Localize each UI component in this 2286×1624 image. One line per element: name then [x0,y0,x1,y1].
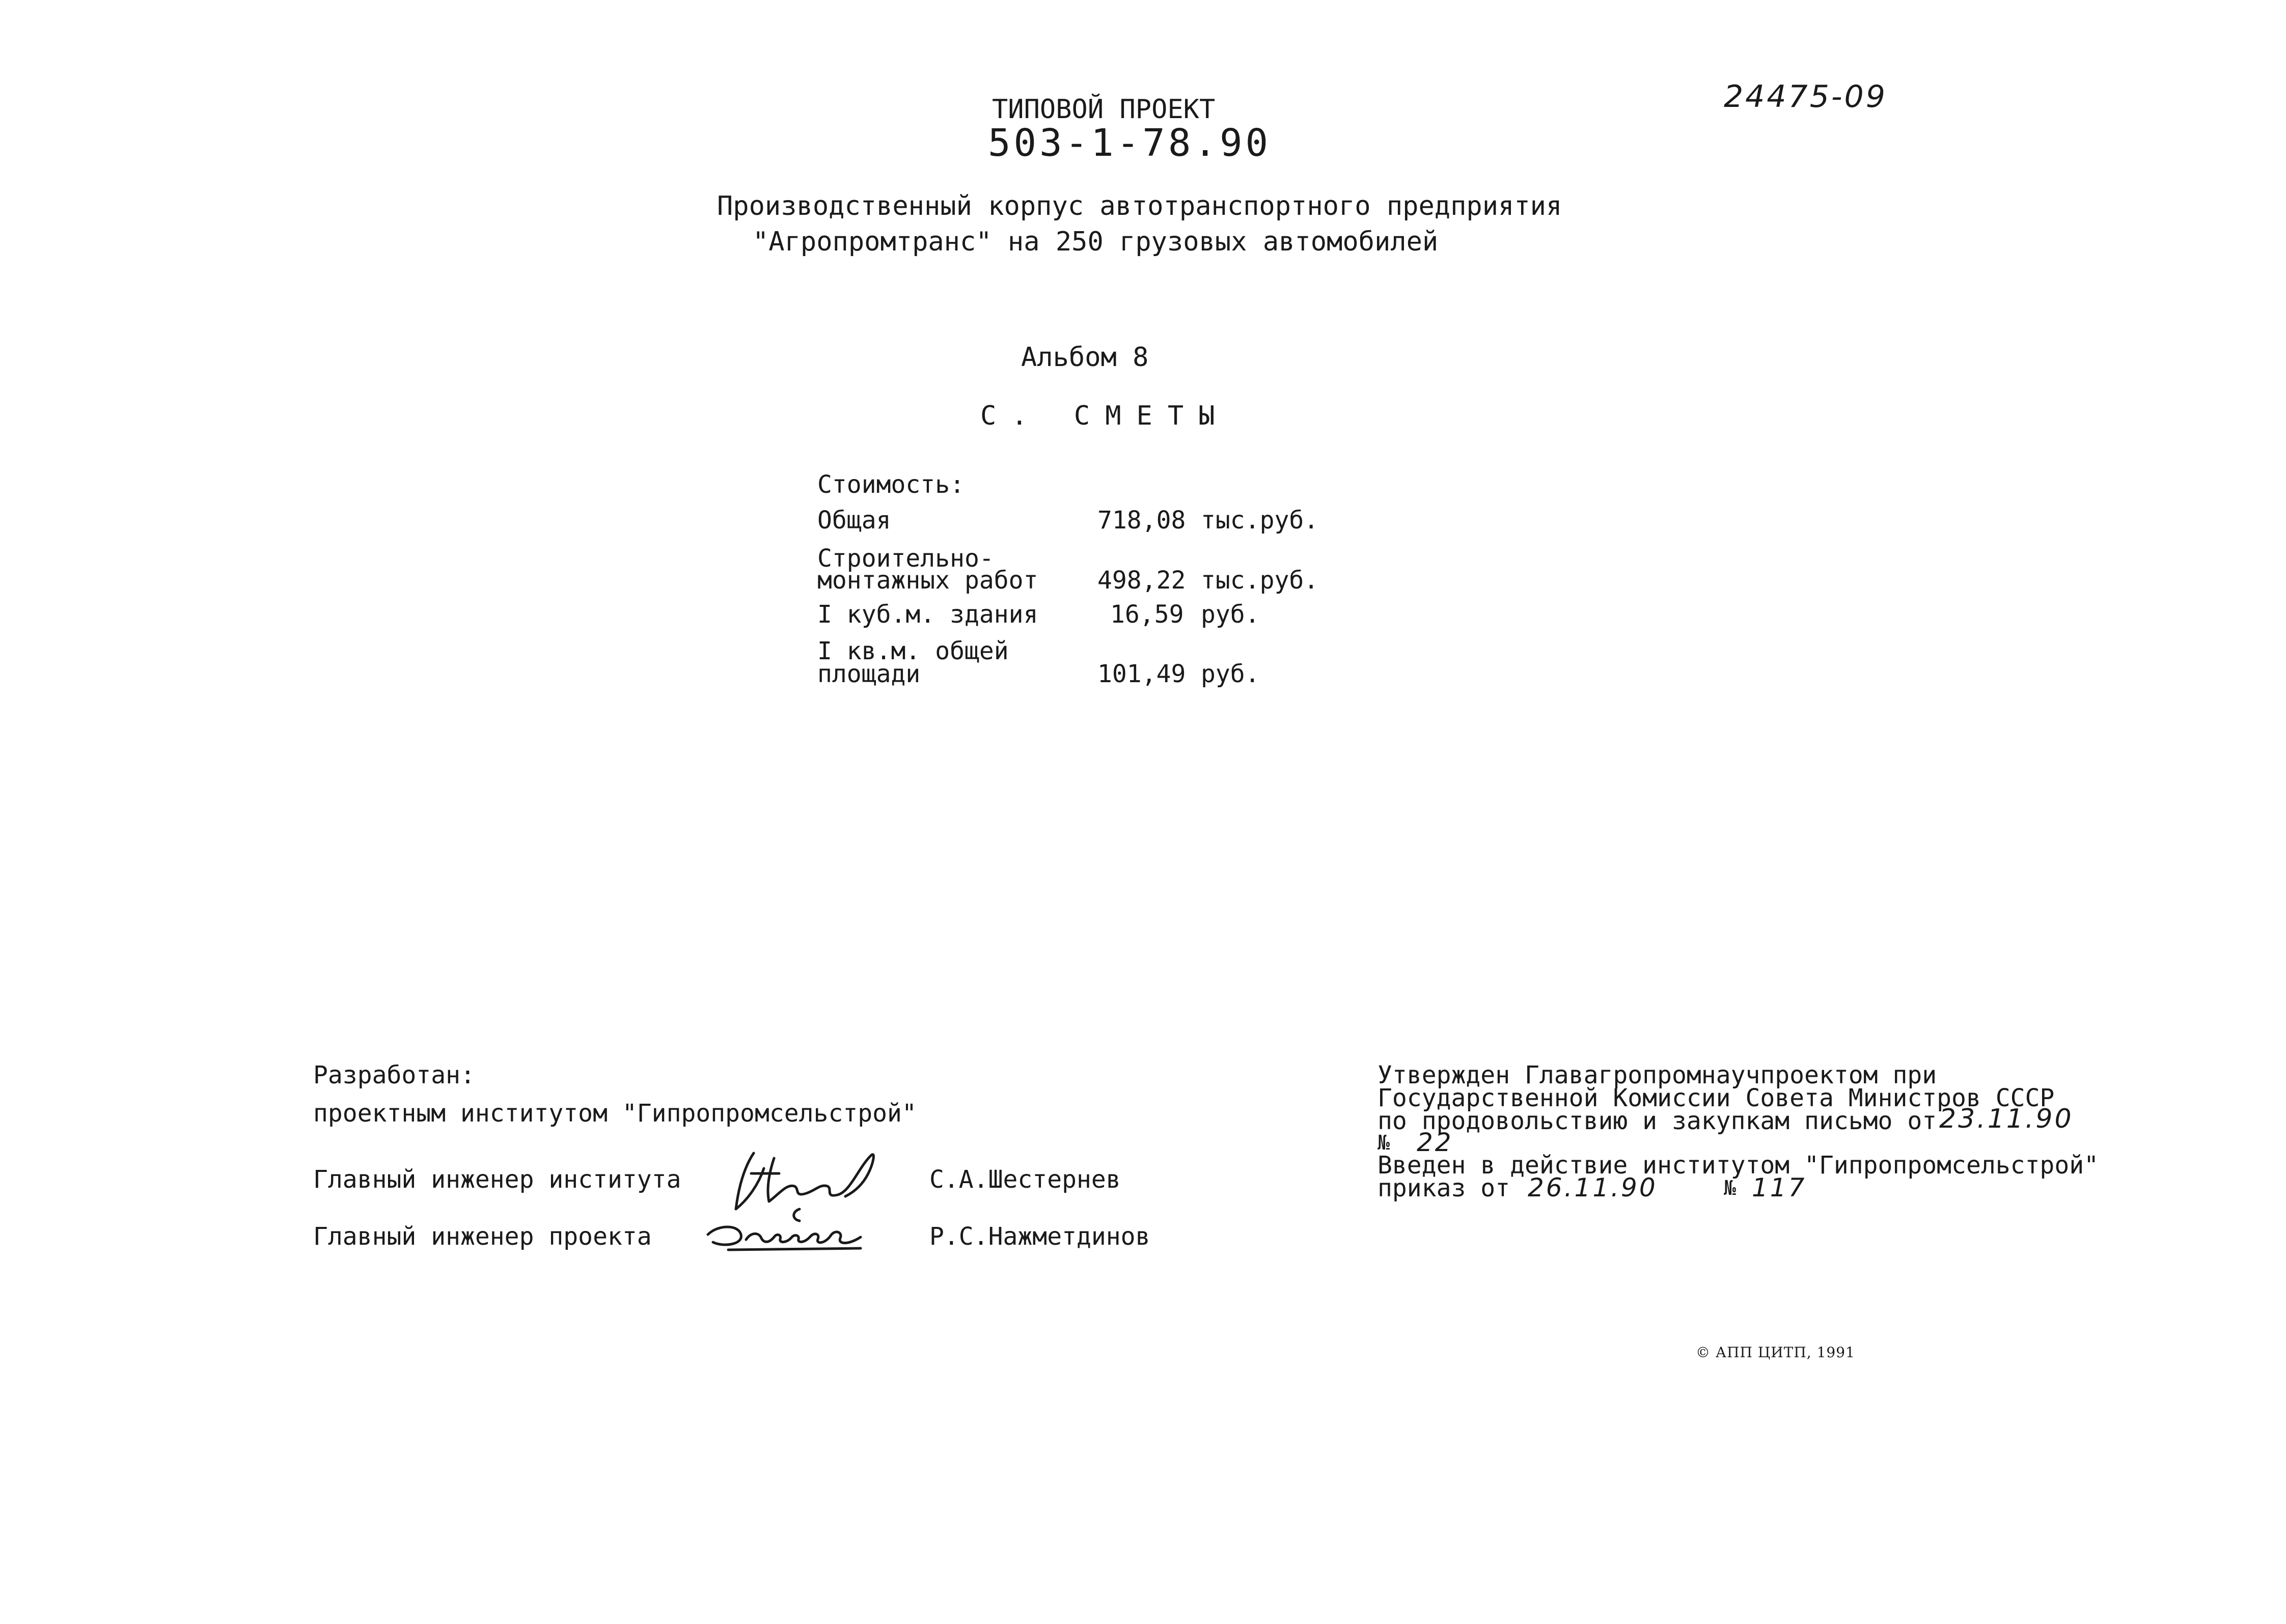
project-number: 503-1-78.90 [988,121,1272,165]
approval-letter-number: 22 [1417,1128,1453,1157]
cost-row-value: 498,22 [1097,566,1186,595]
cost-row-label: I кв.м. общей [817,637,1009,665]
cost-row-value: 16,59 [1110,600,1184,629]
signature-project-icon [698,1207,871,1257]
approval-line3: по продовольствию и закупкам письмо от [1378,1107,1937,1135]
cost-heading: Стоимость: [817,470,965,499]
cost-row-unit: тыс.руб. [1201,506,1319,535]
cost-row-label: монтажных работ [817,566,1038,595]
cost-row-label: площади [817,660,921,688]
registration-number: 24475-09 [1724,79,1887,115]
cost-row-value: 101,49 [1097,660,1186,688]
album-label: Альбом 8 [1021,342,1149,373]
approval-letter-date: 23.11.90 [1939,1104,2074,1134]
project-type-label: ТИПОВОЙ ПРОЕКТ [992,94,1216,125]
approval-order-date: 26.11.90 [1528,1173,1658,1202]
cost-row-label: Общая [817,506,891,535]
developer-institute: проектным институтом "Гипропромсельстрой" [313,1099,917,1128]
chief-engineer-project-name: Р.С.Нажметдинов [929,1222,1150,1251]
cost-row-unit: руб. [1201,600,1260,629]
approval-line1: Утвержден Главагропромнаучпроектом при [1378,1061,1937,1089]
copyright: © АПП ЦИТП, 1991 [1696,1344,1855,1361]
chief-engineer-institute-name: С.А.Шестернев [929,1165,1121,1194]
approval-order-number-sign: № [1724,1177,1737,1200]
cost-row-unit: руб. [1201,660,1260,688]
project-title-line1: Производственный корпус автотранспортного предприятия [717,191,1562,221]
cost-row-label: Строительно- [817,544,994,573]
approval-line5: Введен в действие институтом "Гипропромсельстрой" [1378,1151,2099,1180]
section-title: С. СМЕТЫ [980,401,1230,431]
developer-heading: Разработан: [313,1061,475,1089]
approval-order-prefix: приказ от [1378,1174,1510,1202]
cost-row-value: 718,08 [1097,506,1186,535]
chief-engineer-project-role: Главный инженер проекта [313,1222,652,1251]
cost-row-label: I куб.м. здания [817,600,1038,629]
project-title-line2: "Агропромтранс" на 250 грузовых автомобилей [753,227,1439,257]
approval-number-sign: № [1378,1131,1390,1155]
cost-row-unit: тыс.руб. [1201,566,1319,595]
signature-institute-icon [723,1138,891,1214]
approval-order-number: 117 [1752,1173,1807,1202]
chief-engineer-institute-role: Главный инженер института [313,1165,681,1194]
approval-line2: Государственной Комиссии Совета Министров СССР [1378,1084,2055,1112]
